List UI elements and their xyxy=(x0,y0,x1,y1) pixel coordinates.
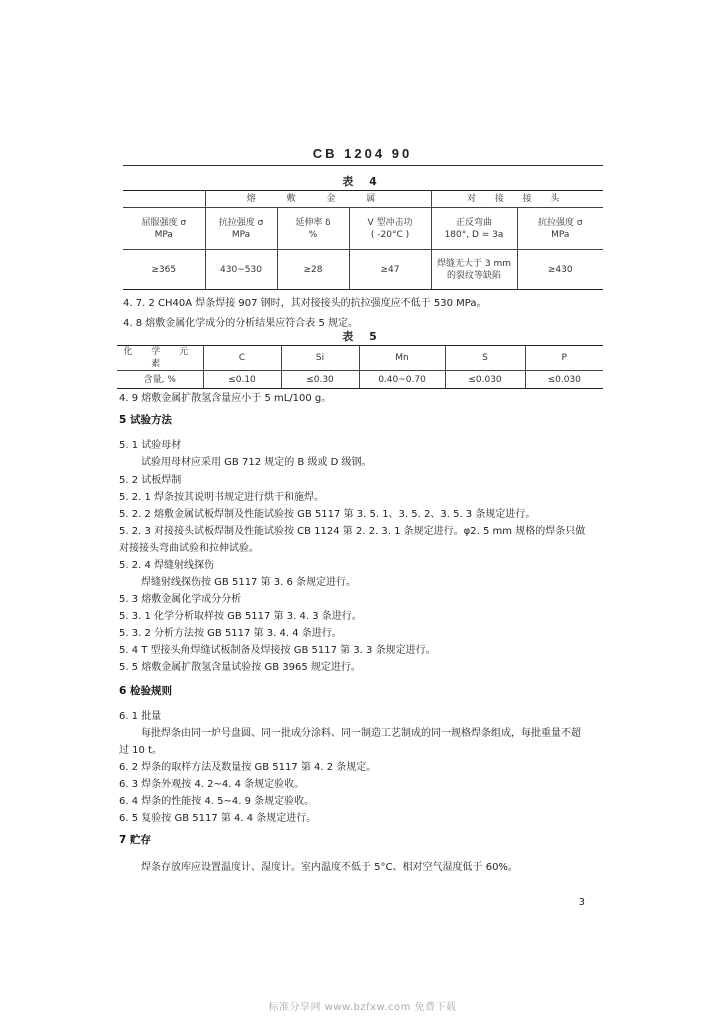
clause-4-8: 4. 8 熔敷金属化学成分的分析结果应符合表 5 规定。 xyxy=(123,318,358,329)
table-5-caption: 表 5 xyxy=(342,330,383,343)
table-4-head-impact: V 型冲击功 ( -20°C ) xyxy=(349,208,431,250)
clause-7-text: 焊条存放库应设置温度计、湿度计。室内温度不低于 5°C、相对空气湿度低于 60%。 xyxy=(141,862,518,873)
clause-5-3-1: 5. 3. 1 化学分析取样按 GB 5117 第 3. 4. 3 条进行。 xyxy=(119,611,362,622)
section-6-heading: 6 检验规则 xyxy=(119,685,172,697)
clause-6-3: 6. 3 焊条外观按 4. 2~4. 4 条规定验收。 xyxy=(119,779,305,790)
table-5-value-s: ≤0.030 xyxy=(445,371,525,389)
section-7-heading: 7 贮存 xyxy=(119,834,151,846)
table-4-head-bend: 正反弯曲 180°, D = 3a xyxy=(431,208,517,250)
clause-5-1-text: 试验用母材应采用 GB 712 规定的 B 级或 D 级钢。 xyxy=(141,457,372,468)
table-4-val-joint-tensile: ≥430 xyxy=(517,250,603,290)
table-4-head-elongation: 延伸率 δ % xyxy=(277,208,349,250)
table-4-head-tensile: 抗拉强度 σ MPa xyxy=(205,208,277,250)
clause-5-3: 5. 3 熔敷金属化学成分分析 xyxy=(119,594,242,605)
table-4-val-tensile: 430~530 xyxy=(205,250,277,290)
clause-5-2-3: 5. 2. 3 对接接头试板焊制及性能试验按 CB 1124 第 2. 2. 3. 1 条规定进行。φ2. 5 mm 规格的焊条只做 xyxy=(119,526,586,537)
table-4 xyxy=(123,190,603,290)
clause-5-2-4: 5. 2. 4 焊缝射线探伤 xyxy=(119,560,214,571)
clause-5-2-4-text: 焊缝射线探伤按 GB 5117 第 3. 6 条规定进行。 xyxy=(141,577,357,588)
clause-4-7-2: 4. 7. 2 CH40A 焊条焊接 907 钢时，其对接接头的抗拉强度应不低于 530 MPa。 xyxy=(123,298,487,309)
table-5-element-mn: Mn xyxy=(359,346,445,371)
table-4-group-weld-metal: 熔 敷 金 属 xyxy=(205,191,431,208)
clause-5-3-2: 5. 3. 2 分析方法按 GB 5117 第 3. 4. 4 条进行。 xyxy=(119,628,342,639)
clause-5-2-2: 5. 2. 2 熔敷金属试板焊制及性能试验按 GB 5117 第 3. 5. 1、3. 5. 2、3. 5. 3 条规定进行。 xyxy=(119,509,536,520)
table-4-val-yield: ≥365 xyxy=(123,250,205,290)
table-4-val-bend: 焊缝无大于 3 mm 的裂纹等缺陷 xyxy=(431,250,517,290)
table-5-element-si: Si xyxy=(281,346,359,371)
clause-6-1-text: 每批焊条由同一炉号盘圆、同一批成分涂料、同一制造工艺制成的同一规格焊条组成，每批重量不超 xyxy=(141,728,581,739)
table-5-value-mn: 0.40~0.70 xyxy=(359,371,445,389)
table-4-head-yield: 屈服强度 σ MPa xyxy=(123,208,205,250)
table-5-head-content: 含量, % xyxy=(117,371,203,389)
table-4-val-impact: ≥47 xyxy=(349,250,431,290)
clause-5-2-3-cont: 对接接头弯曲试验和拉伸试验。 xyxy=(119,543,259,554)
clause-6-1: 6. 1 批量 xyxy=(119,711,162,722)
table-4-group-joint: 对 接 接 头 xyxy=(431,191,603,208)
table-4-corner xyxy=(123,191,205,208)
clause-5-2: 5. 2 试板焊制 xyxy=(119,475,182,486)
table-5-value-si: ≤0.30 xyxy=(281,371,359,389)
clause-6-4: 6. 4 焊条的性能按 4. 5~4. 9 条规定验收。 xyxy=(119,796,315,807)
header-rule xyxy=(123,165,603,166)
table-4-head-joint-tensile: 抗拉强度 σ MPa xyxy=(517,208,603,250)
watermark-footer: 标准分享网 www.bzfxw.com 免费下载 xyxy=(268,1002,457,1013)
page-number: 3 xyxy=(578,897,585,908)
clause-6-1-cont: 过 10 t。 xyxy=(119,745,163,756)
clause-5-4: 5. 4 T 型接头角焊缝试板制备及焊接按 GB 5117 第 3. 3 条规定进行。 xyxy=(119,645,436,656)
table-4-caption: 表 4 xyxy=(342,175,383,188)
table-5-element-p: P xyxy=(525,346,603,371)
section-5-heading: 5 试验方法 xyxy=(119,414,172,426)
table-5-value-c: ≤0.10 xyxy=(203,371,281,389)
clause-6-5: 6. 5 复验按 GB 5117 第 4. 4 条规定进行。 xyxy=(119,813,317,824)
clause-5-5: 5. 5 熔敷金属扩散氢含量试验按 GB 3965 规定进行。 xyxy=(119,662,361,673)
clause-5-1: 5. 1 试验母材 xyxy=(119,440,182,451)
table-5-element-c: C xyxy=(203,346,281,371)
table-5-head-element: 化 学 元 素 xyxy=(117,346,203,371)
table-4-val-elongation: ≥28 xyxy=(277,250,349,290)
clause-6-2: 6. 2 焊条的取样方法及数量按 GB 5117 第 4. 2 条规定。 xyxy=(119,762,377,773)
standard-code-header: CB 1204 90 xyxy=(312,146,413,161)
table-5 xyxy=(117,345,603,389)
clause-5-2-1: 5. 2. 1 焊条按其说明书规定进行烘干和施焊。 xyxy=(119,492,324,503)
clause-4-9: 4. 9 熔敷金属扩散氢含量应小于 5 mL/100 g。 xyxy=(119,393,332,404)
table-5-element-s: S xyxy=(445,346,525,371)
table-5-value-p: ≤0.030 xyxy=(525,371,603,389)
